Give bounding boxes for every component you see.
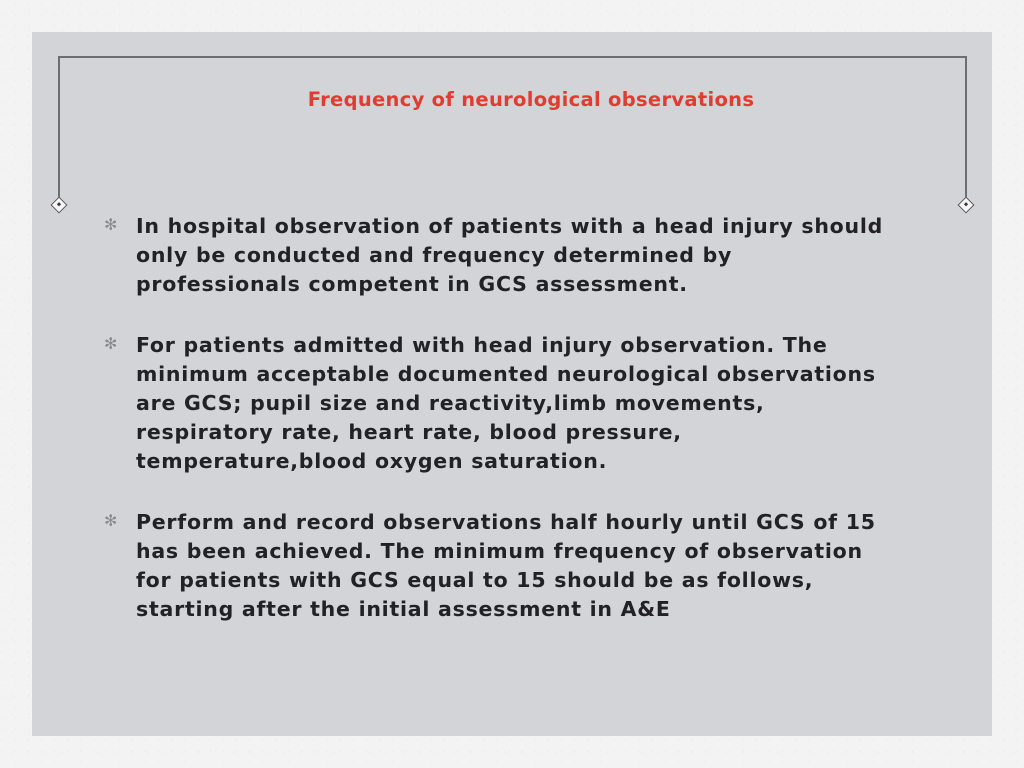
bullet-item (100, 331, 900, 476)
bullet-item (100, 212, 900, 299)
frame-right-line (965, 56, 967, 198)
bullet-item (100, 508, 900, 624)
bullet-text: Perform and record observations half hourly until GCS of 15 has been achieved. The minimum frequency of observation for patients with GCS equal to 15 should be as follows, starting after the initial assessment in A&E (136, 510, 876, 621)
frame-left-line (58, 56, 60, 198)
asterisk-icon: ✻ (104, 511, 119, 530)
frame-top-line (58, 56, 967, 58)
bullet-text: For patients admitted with head injury observation. The minimum acceptable documented neurological observations are GCS; pupil size and reactivity,limb movements, respiratory rate, heart rate, blood pressure, temperature,blood oxygen saturation. (136, 333, 876, 473)
bullet-text: In hospital observation of patients with a head injury should only be conducted and frequency determined by professionals competent in GCS assessment. (136, 214, 884, 296)
asterisk-icon: ✻ (104, 215, 119, 234)
slide-title: Frequency of neurological observations (307, 88, 755, 111)
asterisk-icon: ✻ (104, 334, 119, 353)
bullet-list (100, 212, 900, 656)
